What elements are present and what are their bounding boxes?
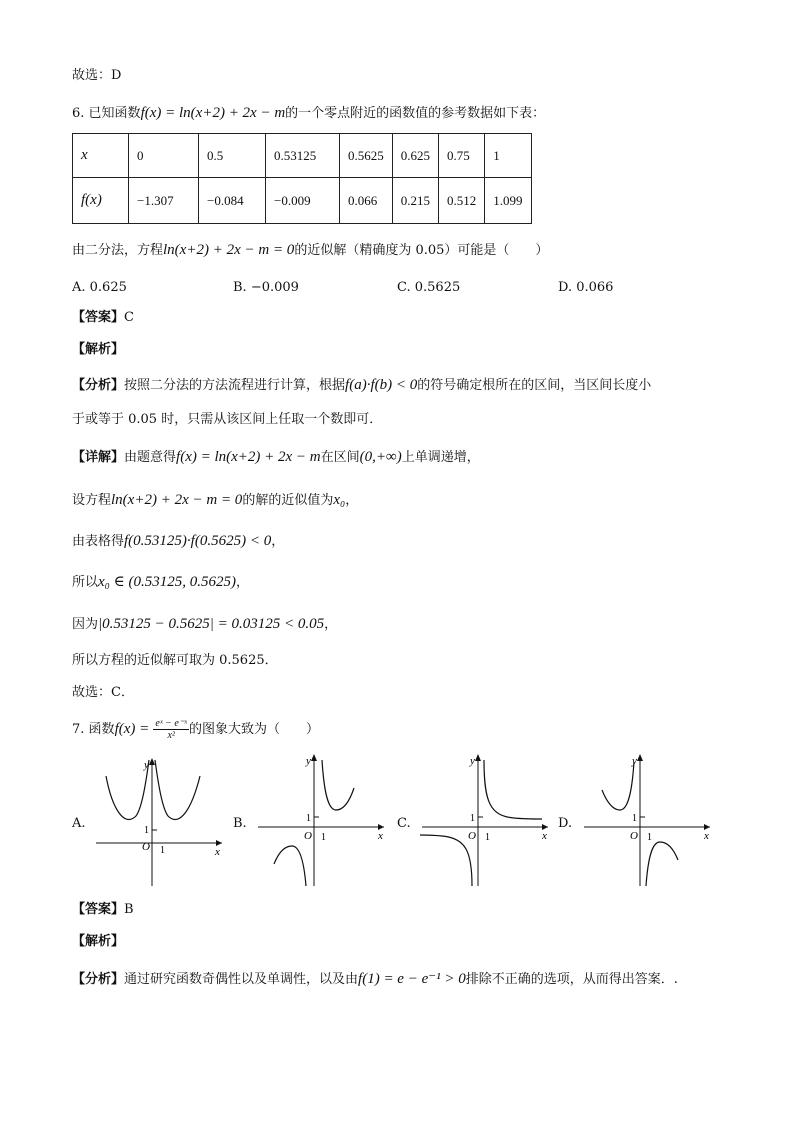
svg-text:1: 1 bbox=[647, 832, 652, 843]
q6-detail-1: 【详解】由题意得f(x) = ln(x+2) + 2x − m在区间(0,+∞)上单调递增， bbox=[72, 449, 480, 465]
figure-label-d: D. bbox=[558, 816, 573, 831]
option-a: A. 0.625 bbox=[72, 280, 127, 295]
graph-c bbox=[414, 752, 554, 887]
table-cell: 0.5 bbox=[199, 134, 266, 178]
table-cell: −1.307 bbox=[129, 178, 199, 224]
option-b: B. −0.009 bbox=[233, 280, 299, 295]
graph-b bbox=[250, 752, 390, 887]
svg-text:O: O bbox=[630, 830, 638, 842]
q6-fenxi-line1: 【分析】按照二分法的方法流程进行计算，根据f(a)·f(b) < 0的符号确定根所在的区间，当区间长度小 bbox=[72, 377, 652, 393]
svg-text:x: x bbox=[378, 830, 383, 842]
q6-function: f(x) = ln(x+2) + 2x − m bbox=[140, 105, 286, 121]
svg-text:1: 1 bbox=[485, 832, 490, 843]
table-cell: 0.512 bbox=[439, 178, 485, 224]
q7-stem: 7. 函数f(x) = $\frac{\text{eˣ − e⁻ˣ}}{\text{x²}}$ 的图象大致为（ ） bbox=[72, 718, 319, 741]
table-cell: 0.066 bbox=[340, 178, 393, 224]
q6-detail-2: 设方程ln(x+2) + 2x − m = 0的解的近似值为x₀， bbox=[72, 492, 359, 508]
svg-text:O: O bbox=[468, 830, 476, 842]
table-cell: 0 bbox=[129, 134, 199, 178]
graph-d bbox=[576, 752, 716, 887]
table-cell: 0.625 bbox=[392, 134, 438, 178]
svg-text:x: x bbox=[215, 846, 220, 858]
table-cell: 1 bbox=[485, 134, 531, 178]
svg-text:1: 1 bbox=[470, 813, 475, 824]
option-d: D. 0.066 bbox=[558, 280, 614, 295]
table-header-f: f(x) bbox=[73, 178, 129, 224]
option-c: C. 0.5625 bbox=[397, 280, 461, 295]
svg-text:1: 1 bbox=[632, 813, 637, 824]
svg-text:1: 1 bbox=[144, 825, 149, 836]
svg-text:y: y bbox=[470, 755, 475, 767]
figure-label-c: C. bbox=[397, 816, 411, 831]
table-row-x bbox=[73, 134, 532, 178]
q6-detail-4: 所以x₀ ∈ (0.53125, 0.5625)， bbox=[72, 574, 249, 590]
q6-fenxi-line2: 于或等于 0.05 时，只需从该区间上任取一个数即可． bbox=[72, 412, 383, 427]
svg-text:x: x bbox=[704, 830, 709, 842]
table-cell: 0.75 bbox=[439, 134, 485, 178]
q6-analysis-heading: 【解析】 bbox=[72, 342, 125, 357]
table-cell: 0.53125 bbox=[266, 134, 340, 178]
svg-text:O: O bbox=[142, 841, 150, 853]
svg-text:y: y bbox=[306, 755, 311, 767]
table-cell: 1.099 bbox=[485, 178, 531, 224]
q7-answer: 【答案】B bbox=[72, 902, 134, 917]
q6-question: 由二分法，方程ln(x+2) + 2x − m = 0的近似解（精确度为 0.05）可能是（ ） bbox=[72, 242, 549, 258]
q6-detail-5: 因为|0.53125 − 0.5625| = 0.03125 < 0.05， bbox=[72, 616, 338, 632]
table-row-f bbox=[73, 178, 532, 224]
table-header-x: x bbox=[73, 134, 129, 178]
svg-text:1: 1 bbox=[160, 845, 165, 856]
figure-label-b: B. bbox=[233, 816, 247, 831]
q6-detail-3: 由表格得f(0.53125)·f(0.5625) < 0， bbox=[72, 533, 285, 549]
table-cell: −0.084 bbox=[199, 178, 266, 224]
svg-text:x: x bbox=[542, 830, 547, 842]
graph-a bbox=[88, 752, 228, 887]
svg-text:1: 1 bbox=[306, 813, 311, 824]
q6-stem: 6. 已知函数f(x) = ln(x+2) + 2x − m的一个零点附近的函数值的参考数据如下表： bbox=[72, 105, 546, 121]
q6-selection: 故选：C． bbox=[72, 685, 134, 700]
q7-fenxi: 【分析】通过研究函数奇偶性以及单调性，以及由f(1) = e − e⁻¹ > 0排除不正确的选项，从而得出答案．. bbox=[72, 971, 678, 987]
svg-text:1: 1 bbox=[321, 832, 326, 843]
svg-text:O: O bbox=[304, 830, 312, 842]
reference-table bbox=[72, 133, 532, 224]
q6-detail-6: 所以方程的近似解可取为 0.5625． bbox=[72, 653, 278, 668]
table-cell: −0.009 bbox=[266, 178, 340, 224]
figure-label-a: A. bbox=[72, 816, 86, 831]
table-cell: 0.5625 bbox=[340, 134, 393, 178]
q7-analysis-heading: 【解析】 bbox=[72, 934, 125, 949]
q6-answer: 【答案】C bbox=[72, 310, 134, 325]
svg-text:y: y bbox=[632, 755, 637, 767]
svg-text:y: y bbox=[144, 759, 149, 771]
table-cell: 0.215 bbox=[392, 178, 438, 224]
q7-fraction: $\frac{\text{eˣ − e⁻ˣ}}{\text{x²}}$ bbox=[155, 718, 187, 741]
previous-selection: 故选：D bbox=[72, 68, 122, 83]
